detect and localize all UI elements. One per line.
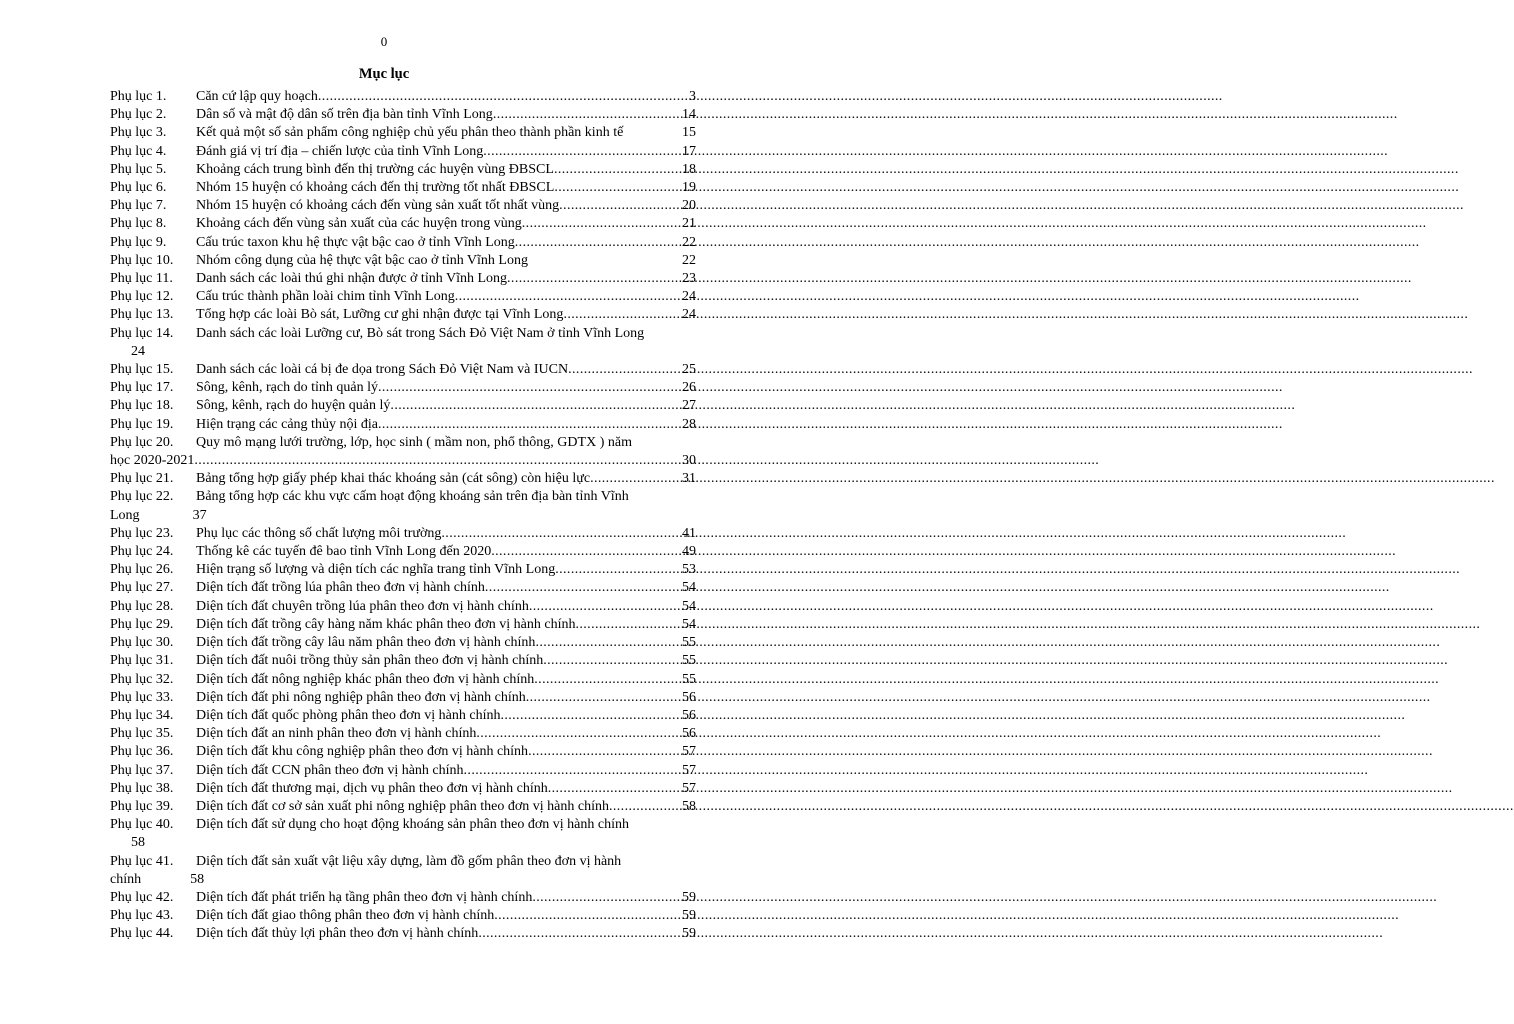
toc-leader-dots (494, 907, 681, 925)
toc-leader-dots (575, 616, 681, 634)
toc-leader-dots (455, 288, 681, 306)
toc-entry-label: Phụ lục 37. (110, 762, 174, 778)
toc-entry-title: Sông, kênh, rạch do huyện quản lý (196, 398, 391, 414)
toc-entry-label: Phụ lục 28. (110, 598, 174, 614)
toc-entry-label: Phụ lục 30. (110, 635, 174, 651)
toc-entry-page: 21 (682, 216, 696, 232)
toc-entry[interactable] (110, 762, 696, 780)
toc-entry-title: Nhóm 15 huyện có khoảng cách đến vùng sản xuất tốt nhất vùng (196, 198, 560, 214)
toc-entry-title: Hiện trạng các cảng thủy nội địa (196, 416, 378, 432)
toc-leader-dots (493, 106, 681, 124)
toc-entry[interactable] (110, 543, 696, 561)
toc-entry[interactable] (110, 907, 696, 925)
toc-entry[interactable] (110, 143, 696, 161)
toc-entry-title: Diện tích đất quốc phòng phân theo đơn vị hành chính (196, 707, 501, 723)
toc-entry-page: 30 (682, 453, 696, 469)
toc-entry[interactable] (110, 124, 696, 142)
toc-entry-page: 27 (682, 398, 696, 414)
toc-entry-label: Phụ lục 15. (110, 362, 174, 378)
toc-entry-title: Diện tích đất cơ sở sản xuất phi nông nghiệp phân theo đơn vị hành chính (196, 798, 609, 814)
toc-entry-label: Phụ lục 39. (110, 798, 174, 814)
toc-entry-label: Phụ lục 29. (110, 616, 174, 632)
toc-entry-title: Hiện trạng số lượng và diện tích các nghĩa trang tỉnh Vĩnh Long (196, 562, 556, 578)
toc-entry-page: 17 (682, 143, 696, 159)
toc-entry-title: Diện tích đất CCN phân theo đơn vị hành chính (196, 762, 464, 778)
table-of-contents (110, 88, 696, 944)
toc-entry[interactable] (110, 689, 696, 707)
toc-entry-label: Phụ lục 35. (110, 726, 174, 742)
toc-leader-dots (532, 889, 681, 907)
toc-entry[interactable] (110, 725, 696, 743)
toc-entry-title: Căn cứ lập quy hoạch (196, 89, 318, 104)
toc-entry-page: 19 (682, 180, 696, 196)
toc-entry-label: Phụ lục 32. (110, 671, 174, 687)
toc-leader-dots (554, 179, 681, 197)
toc-entry-label: Phụ lục 3. (110, 125, 167, 141)
toc-leader-dots (522, 215, 681, 233)
toc-entry-label: Phụ lục 21. (110, 471, 174, 487)
toc-leader-dots (464, 762, 681, 780)
toc-entry-title: Khoảng cách đến vùng sản xuất của các huyện trong vùng (196, 216, 522, 232)
toc-leader-dots (483, 143, 681, 161)
toc-entry-label: Phụ lục 13. (110, 307, 174, 323)
toc-leader-dots (378, 379, 681, 397)
toc-entry-title: Diện tích đất giao thông phân theo đơn vị hành chính (196, 908, 495, 924)
toc-leader-dots (568, 361, 681, 379)
toc-entry-page: 58 (682, 798, 696, 814)
toc-entry-label: Phụ lục 2. (110, 107, 167, 123)
toc-leader-dots (543, 652, 681, 670)
toc-entry-title-continued: Long (110, 507, 140, 523)
toc-entry-label: Phụ lục 7. (110, 198, 167, 214)
toc-entry[interactable] (110, 288, 696, 306)
toc-entry-page: 18 (682, 161, 696, 177)
toc-leader-dots (548, 780, 681, 798)
toc-entry-title: Diện tích đất sử dụng cho hoạt động khoáng sản phân theo đơn vị hành chính (196, 817, 629, 833)
toc-entry-title: Diện tích đất thủy lợi phân theo đơn vị hành chính (196, 926, 479, 942)
toc-entry-title: Diện tích đất trồng cây lâu năm phân theo đơn vị hành chính (196, 635, 536, 651)
toc-entry[interactable] (110, 853, 696, 871)
toc-entry-title: Quy mô mạng lưới trường, lớp, học sinh ( mầm non, phổ thông, GDTX ) năm (196, 434, 632, 450)
toc-entry-title: Đánh giá vị trí địa – chiến lược của tỉnh Vĩnh Long (196, 143, 484, 159)
toc-entry[interactable] (110, 889, 696, 907)
toc-entry-page: 57 (682, 780, 696, 796)
toc-entry[interactable] (110, 816, 696, 834)
toc-entry-label: Phụ lục 44. (110, 926, 174, 942)
toc-entry[interactable] (110, 707, 696, 725)
toc-leader-dots (441, 525, 681, 543)
toc-entry-label: Phụ lục 1. (110, 89, 167, 104)
toc-entry-continuation (110, 452, 696, 470)
toc-leader-dots (559, 197, 681, 215)
toc-entry-page: 31 (682, 471, 696, 487)
toc-entry-title: Dân số và mật độ dân số trên địa bàn tỉnh Vĩnh Long (196, 107, 493, 123)
toc-entry[interactable] (110, 561, 696, 579)
toc-entry-page: 25 (682, 362, 696, 378)
toc-entry-label: Phụ lục 26. (110, 562, 174, 578)
toc-leader-dots (500, 707, 681, 725)
toc-entry-title: Diện tích đất thương mại, dịch vụ phân theo đơn vị hành chính (196, 780, 548, 796)
toc-entry-label: Phụ lục 18. (110, 398, 174, 414)
toc-entry[interactable] (110, 616, 696, 634)
toc-entry-page: 26 (682, 380, 696, 396)
toc-entry-page: 15 (682, 125, 696, 141)
toc-entry-label: Phụ lục 36. (110, 744, 174, 760)
toc-entry[interactable] (110, 106, 696, 124)
toc-leader-dots (478, 925, 681, 943)
toc-leader-dots (491, 543, 681, 561)
toc-entry-page: 54 (682, 580, 696, 596)
toc-entry-title: Diện tích đất trồng cây hàng năm khác phân theo đơn vị hành chính (196, 616, 576, 632)
toc-entry-title: Tổng hợp các loài Bò sát, Lưỡng cư ghi nhận được tại Vĩnh Long (196, 307, 564, 323)
toc-entry-label: Phụ lục 38. (110, 780, 174, 796)
toc-entry-page: 22 (682, 252, 696, 268)
toc-entry[interactable] (110, 270, 696, 288)
toc-entry[interactable] (110, 325, 696, 343)
toc-entry-label: Phụ lục 43. (110, 908, 174, 924)
toc-entry-page: 59 (682, 926, 696, 942)
toc-entry-page: 3 (689, 89, 696, 104)
toc-entry-page: 49 (682, 544, 696, 560)
toc-entry-page: 58 (131, 835, 145, 851)
toc-leader-dots (476, 725, 681, 743)
toc-entry-label: Phụ lục 12. (110, 289, 174, 305)
toc-entry[interactable] (110, 397, 696, 415)
toc-entry[interactable] (110, 671, 696, 689)
toc-leader-dots (515, 234, 681, 252)
toc-entry[interactable] (110, 88, 696, 106)
toc-entry-title: Cấu trúc thành phần loài chim tỉnh Vĩnh Long (196, 289, 455, 305)
toc-entry-title: Thống kê các tuyến đê bao tỉnh Vĩnh Long đến 2020 (196, 544, 492, 560)
toc-entry-page: 24 (682, 307, 696, 323)
toc-entry-label: Phụ lục 9. (110, 234, 167, 250)
toc-entry-continuation (110, 871, 696, 889)
toc-entry-title: Bảng tổng hợp giấy phép khai thác khoáng sản (cát sông) còn hiệu lực (196, 471, 591, 487)
toc-entry-label: Phụ lục 14. (110, 325, 174, 341)
toc-entry-title: Phụ lục các thông số chất lượng môi trường (196, 525, 442, 541)
toc-entry-label: Phụ lục 23. (110, 525, 174, 541)
toc-leader-dots (390, 397, 681, 415)
toc-entry-page: 58 (190, 871, 205, 887)
toc-entry-page: 24 (682, 289, 696, 305)
toc-entry[interactable] (110, 306, 696, 324)
toc-leader-dots (485, 579, 681, 597)
toc-entry[interactable] (110, 598, 696, 616)
toc-entry[interactable] (110, 798, 696, 816)
toc-leader-dots (507, 270, 681, 288)
toc-entry-label: Phụ lục 33. (110, 689, 174, 705)
toc-leader-dots (609, 798, 681, 816)
toc-entry-page: 56 (682, 707, 696, 723)
toc-entry-page: 22 (682, 234, 696, 250)
toc-entry-page: 28 (682, 416, 696, 432)
toc-entry-title: Sông, kênh, rạch do tỉnh quản lý (196, 380, 378, 396)
toc-entry-label: Phụ lục 6. (110, 180, 167, 196)
toc-entry[interactable] (110, 215, 696, 233)
toc-entry-label: Phụ lục 27. (110, 580, 174, 596)
toc-entry-title: Diện tích đất phát triển hạ tầng phân theo đơn vị hành chính (196, 889, 533, 905)
toc-entry-label: Phụ lục 41. (110, 853, 174, 869)
toc-entry-page: 56 (682, 726, 696, 742)
toc-leader-dots (318, 88, 688, 106)
toc-entry[interactable] (110, 234, 696, 252)
toc-entry-label: Phụ lục 22. (110, 489, 174, 505)
toc-leader-dots (529, 598, 681, 616)
toc-leader-dots (378, 416, 681, 434)
toc-entry-label: Phụ lục 42. (110, 889, 174, 905)
toc-entry-page: 55 (682, 653, 696, 669)
toc-entry[interactable] (110, 579, 696, 597)
toc-leader-dots (526, 689, 681, 707)
toc-entry-page: 14 (682, 107, 696, 123)
toc-entry-page: 56 (682, 689, 696, 705)
toc-entry-page: 54 (682, 616, 696, 632)
toc-entry-title: Diện tích đất nuôi trồng thủy sản phân theo đơn vị hành chính (196, 653, 544, 669)
toc-entry[interactable] (110, 434, 696, 452)
toc-entry-label: Phụ lục 19. (110, 416, 174, 432)
toc-entry-label: Phụ lục 40. (110, 817, 174, 833)
toc-entry-title: Diện tích đất khu công nghiệp phân theo đơn vị hành chính (196, 744, 529, 760)
toc-entry[interactable] (110, 179, 696, 197)
toc-entry-page: 24 (131, 343, 145, 359)
toc-entry[interactable] (110, 470, 696, 488)
toc-entry[interactable] (110, 379, 696, 397)
toc-entry-label: Phụ lục 4. (110, 143, 167, 159)
toc-entry-title: Nhóm công dụng của hệ thực vật bậc cao ở tỉnh Vĩnh Long (196, 252, 528, 268)
toc-entry-continuation (110, 343, 696, 361)
toc-leader-dots (528, 743, 681, 761)
page-number: 0 (380, 34, 388, 49)
toc-entry-page: 53 (682, 562, 696, 578)
toc-entry-title: Bảng tổng hợp các khu vực cấm hoạt động khoáng sản trên địa bàn tỉnh Vĩnh (196, 489, 629, 505)
toc-entry-title: Danh sách các loài cá bị đe dọa trong Sách Đỏ Việt Nam và IUCN (196, 362, 569, 378)
toc-entry-label: Phụ lục 8. (110, 216, 167, 232)
toc-entry[interactable] (110, 416, 696, 434)
toc-entry-page: 20 (682, 198, 696, 214)
toc-entry-title: Kết quả một số sản phẩm công nghiệp chủ yếu phân theo thành phần kinh tế (196, 125, 624, 141)
toc-entry-page: 59 (682, 889, 696, 905)
toc-leader-dots (563, 306, 681, 324)
toc-entry-page: 54 (682, 598, 696, 614)
toc-entry-label: Phụ lục 24. (110, 544, 174, 560)
toc-entry[interactable] (110, 252, 696, 270)
toc-entry-page: 57 (682, 744, 696, 760)
toc-entry-title: Nhóm 15 huyện có khoảng cách đến thị trường tốt nhất ĐBSCL (196, 180, 555, 196)
toc-entry[interactable] (110, 634, 696, 652)
toc-entry-page: 55 (682, 671, 696, 687)
toc-entry[interactable] (110, 488, 696, 506)
toc-entry[interactable] (110, 197, 696, 215)
toc-entry-title: Diện tích đất sản xuất vật liệu xây dựng, làm đồ gốm phân theo đơn vị hành (196, 853, 622, 869)
toc-entry-title: Danh sách các loài thú ghi nhận được ở tỉnh Vĩnh Long (196, 271, 508, 287)
toc-entry-page: 41 (682, 525, 696, 541)
toc-entry-title: Diện tích đất phi nông nghiệp phân theo đơn vị hành chính (196, 689, 526, 705)
toc-entry-title: Danh sách các loài Lưỡng cư, Bò sát trong Sách Đỏ Việt Nam ở tỉnh Vĩnh Long (196, 325, 645, 341)
toc-entry-title: Diện tích đất nông nghiệp khác phân theo đơn vị hành chính (196, 671, 535, 687)
toc-entry-label: Phụ lục 5. (110, 161, 167, 177)
toc-entry-page: 55 (682, 635, 696, 651)
toc-entry-label: Phụ lục 34. (110, 707, 174, 723)
toc-entry-page: 37 (192, 507, 207, 523)
toc-entry[interactable] (110, 743, 696, 761)
toc-entry[interactable] (110, 361, 696, 379)
toc-leader-dots (555, 561, 681, 579)
toc-entry-page: 59 (682, 908, 696, 924)
toc-leader-dots (554, 161, 681, 179)
toc-title: Mục lục (358, 66, 410, 82)
toc-entry-title: Cấu trúc taxon khu hệ thực vật bậc cao ở tỉnh Vĩnh Long (196, 234, 515, 250)
toc-entry-label: Phụ lục 10. (110, 252, 174, 268)
toc-entry-title: Diện tích đất an ninh phân theo đơn vị hành chính (196, 726, 477, 742)
toc-leader-dots (590, 470, 681, 488)
toc-entry-continuation (110, 507, 696, 525)
toc-entry-title-continued: học 2020-2021 (110, 453, 195, 469)
toc-entry[interactable] (110, 780, 696, 798)
toc-entry[interactable] (110, 161, 696, 179)
toc-entry-page: 23 (682, 271, 696, 287)
toc-entry[interactable] (110, 652, 696, 670)
toc-leader-dots (194, 452, 681, 470)
toc-entry[interactable] (110, 525, 696, 543)
toc-entry-label: Phụ lục 20. (110, 434, 174, 450)
toc-entry-title-continued: chính (110, 871, 142, 887)
toc-entry-continuation (110, 834, 696, 852)
toc-leader-dots (534, 671, 681, 689)
toc-leader-dots (535, 634, 681, 652)
toc-entry-title: Diện tích đất trồng lúa phân theo đơn vị hành chính (196, 580, 485, 596)
toc-entry-title: Khoảng cách trung bình đến thị trường các huyện vùng ĐBSCL (196, 161, 554, 177)
toc-entry-title: Diện tích đất chuyên trồng lúa phân theo đơn vị hành chính (196, 598, 529, 614)
toc-entry[interactable] (110, 925, 696, 943)
toc-entry-page: 57 (682, 762, 696, 778)
toc-entry-label: Phụ lục 31. (110, 653, 174, 669)
toc-entry-label: Phụ lục 11. (110, 271, 173, 287)
toc-entry-label: Phụ lục 17. (110, 380, 174, 396)
